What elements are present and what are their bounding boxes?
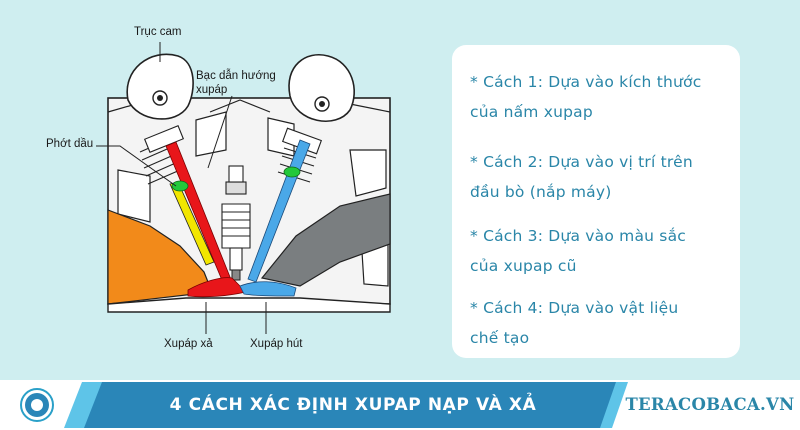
- exhaust-cam-lobe: [127, 54, 193, 119]
- method-2-line1: * Cách 2: Dựa vào vị trí trên: [470, 153, 693, 171]
- method-item-4: [470, 293, 732, 353]
- label-oil-seal: Phớt dầu: [46, 138, 94, 150]
- label-intake-valve: Xupáp hút: [250, 338, 303, 350]
- method-item-3: [470, 221, 732, 281]
- method-4-line1: * Cách 4: Dựa vào vật liệu: [470, 299, 679, 317]
- label-valve-guide-line2: xupáp: [196, 84, 228, 96]
- label-valve-guide-line1: Bạc dẫn hướng: [196, 70, 276, 82]
- intake-oil-seal: [284, 167, 300, 177]
- methods-card: [452, 45, 740, 358]
- website-link[interactable]: TERACOBACA.VN: [625, 395, 795, 414]
- method-item-2: [470, 147, 732, 207]
- method-3-line2: của xupap cũ: [470, 257, 577, 275]
- method-item-1: [470, 67, 732, 127]
- method-4-line2: chế tạo: [470, 329, 530, 347]
- method-1-line2: của nấm xupap: [470, 103, 593, 121]
- label-camshaft: Trục cam: [134, 26, 182, 38]
- cylinder-head-drawing: [0, 0, 440, 380]
- method-3-line1: * Cách 3: Dựa vào màu sắc: [470, 227, 686, 245]
- exhaust-oil-seal: [172, 181, 188, 191]
- label-exhaust-valve: Xupáp xả: [164, 338, 213, 350]
- banner-title: 4 CÁCH XÁC ĐỊNH XUPAP NẠP VÀ XẢ: [169, 395, 537, 415]
- method-1-line1: * Cách 1: Dựa vào kích thước: [470, 73, 702, 91]
- method-2-line2: đầu bò (nắp máy): [470, 183, 612, 201]
- engine-valve-diagram: [0, 0, 440, 380]
- brand-logo-icon: [20, 388, 54, 422]
